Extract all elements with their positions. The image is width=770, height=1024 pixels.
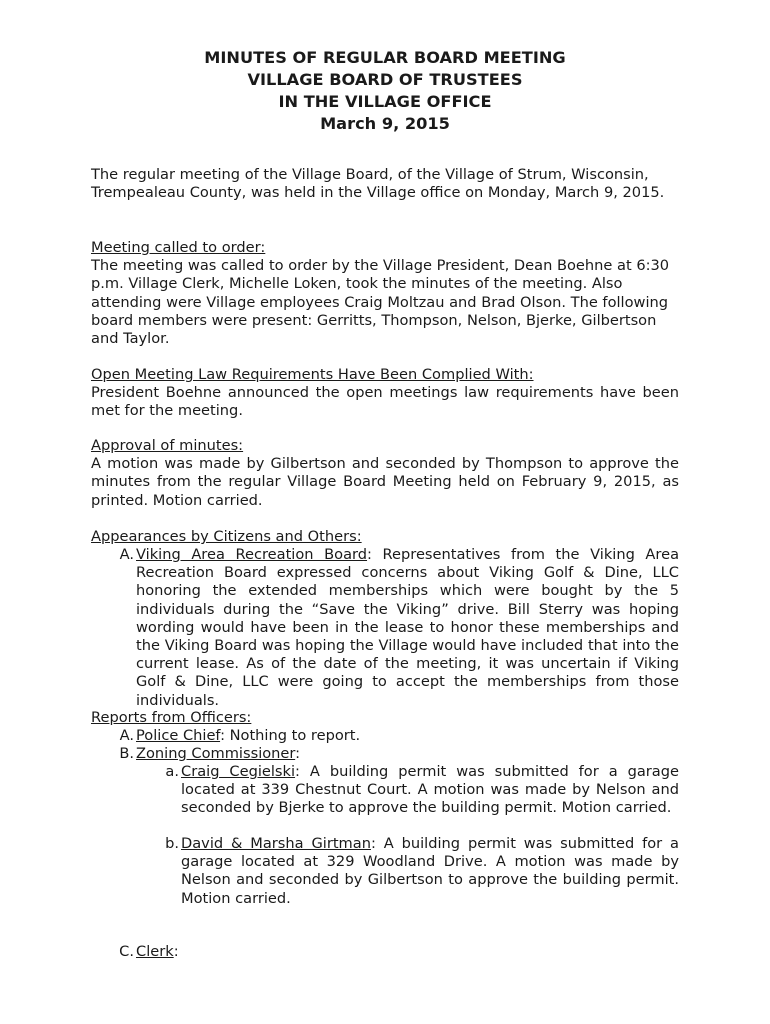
appearance-item-label: Viking Area Recreation Board bbox=[136, 546, 368, 563]
zoning-subitem bbox=[149, 763, 679, 818]
list-marker: b. bbox=[165, 835, 179, 852]
report-item-clerk bbox=[104, 943, 679, 961]
report-item-police-chief bbox=[104, 727, 679, 745]
zoning-subitem-body: : A building permit was submitted for a garage located at 339 Chestnut Court. A motion was made by Nelson and seconded by Bjerke to approve the building permit. Motion carried. bbox=[181, 763, 679, 817]
report-item-text bbox=[136, 727, 679, 745]
appearance-item-text bbox=[136, 546, 679, 710]
zoning-subitem bbox=[149, 835, 679, 908]
list-marker: A. bbox=[119, 727, 134, 744]
reports-heading: Reports from Officers: bbox=[91, 709, 252, 726]
list-marker: B. bbox=[119, 745, 134, 762]
zoning-subitem-label: Craig Cegielski bbox=[181, 763, 296, 780]
list-marker: A. bbox=[119, 546, 134, 563]
appearances-section bbox=[91, 528, 679, 546]
report-item-zoning-commissioner bbox=[104, 745, 679, 763]
list-marker: C. bbox=[119, 943, 134, 960]
call-to-order-section bbox=[91, 239, 679, 348]
report-item-text bbox=[136, 745, 679, 763]
report-item-text bbox=[136, 943, 679, 961]
approval-text: A motion was made by Gilbertson and seconded by Thompson to approve the minutes from the regular Village Board Meeting held on February 9, 2015, as printed. Motion carried. bbox=[91, 455, 679, 509]
title-line-1: MINUTES OF REGULAR BOARD MEETING bbox=[204, 48, 566, 67]
appearance-item bbox=[104, 546, 679, 710]
zoning-subitem-text bbox=[181, 763, 679, 818]
appearances-heading: Appearances by Citizens and Others: bbox=[91, 528, 362, 545]
open-meeting-heading: Open Meeting Law Requirements Have Been Complied With: bbox=[91, 366, 534, 383]
zoning-subitem-text bbox=[181, 835, 679, 908]
call-to-order-text: The meeting was called to order by the Village President, Dean Boehne at 6:30 p.m. Village Clerk, Michelle Loken, took the minutes of the meeting. Also attending were Village employees Craig Moltzau and Brad Olson. The following board members were present: Gerritts, Thompson, Nelson, Bjerke, Gilbertson and Taylor. bbox=[91, 257, 670, 348]
report-item-label: Zoning Commissioner bbox=[136, 745, 296, 762]
open-meeting-section bbox=[91, 366, 679, 421]
appearance-item-body: : Representatives from the Viking Area Recreation Board expressed concerns about Viking Golf & Dine, LLC honoring the extended memberships which were bought by the 5 individuals during the “Save the Viking” drive. Bill Sterry was hoping wording would have been in the lease to honor these memberships and the Viking Board was hoping the Village would have included that into the current lease. As of the date of the meeting, it was uncertain if Viking Golf & Dine, LLC were going to accept the memberships from those individuals. bbox=[136, 546, 680, 709]
document-title bbox=[0, 47, 770, 135]
title-line-2: VILLAGE BOARD OF TRUSTEES bbox=[247, 70, 523, 89]
intro-paragraph: The regular meeting of the Village Board, of the Village of Strum, Wisconsin, Trempealeau County, was held in the Village office on Monday, March 9, 2015. bbox=[91, 166, 665, 202]
report-item-body: : bbox=[295, 745, 301, 762]
report-item-label: Clerk bbox=[136, 943, 174, 960]
list-marker: a. bbox=[165, 763, 179, 780]
title-line-3: IN THE VILLAGE OFFICE bbox=[278, 92, 492, 111]
approval-section bbox=[91, 437, 679, 510]
zoning-subitem-body: : A building permit was submitted for a garage located at 329 Woodland Drive. A motion was made by Nelson and seconded by Gilbertson to approve the building permit. Motion carried. bbox=[181, 835, 679, 907]
report-item-label: Police Chief bbox=[136, 727, 221, 744]
title-line-4: March 9, 2015 bbox=[320, 114, 450, 133]
reports-section bbox=[91, 709, 679, 727]
report-item-body: : bbox=[173, 943, 179, 960]
open-meeting-text: President Boehne announced the open meetings law requirements have been met for the meeting. bbox=[91, 384, 679, 420]
zoning-subitem-label: David & Marsha Girtman bbox=[181, 835, 371, 852]
approval-heading: Approval of minutes: bbox=[91, 437, 244, 454]
report-item-body: : Nothing to report. bbox=[220, 727, 361, 744]
call-to-order-heading: Meeting called to order: bbox=[91, 239, 266, 256]
